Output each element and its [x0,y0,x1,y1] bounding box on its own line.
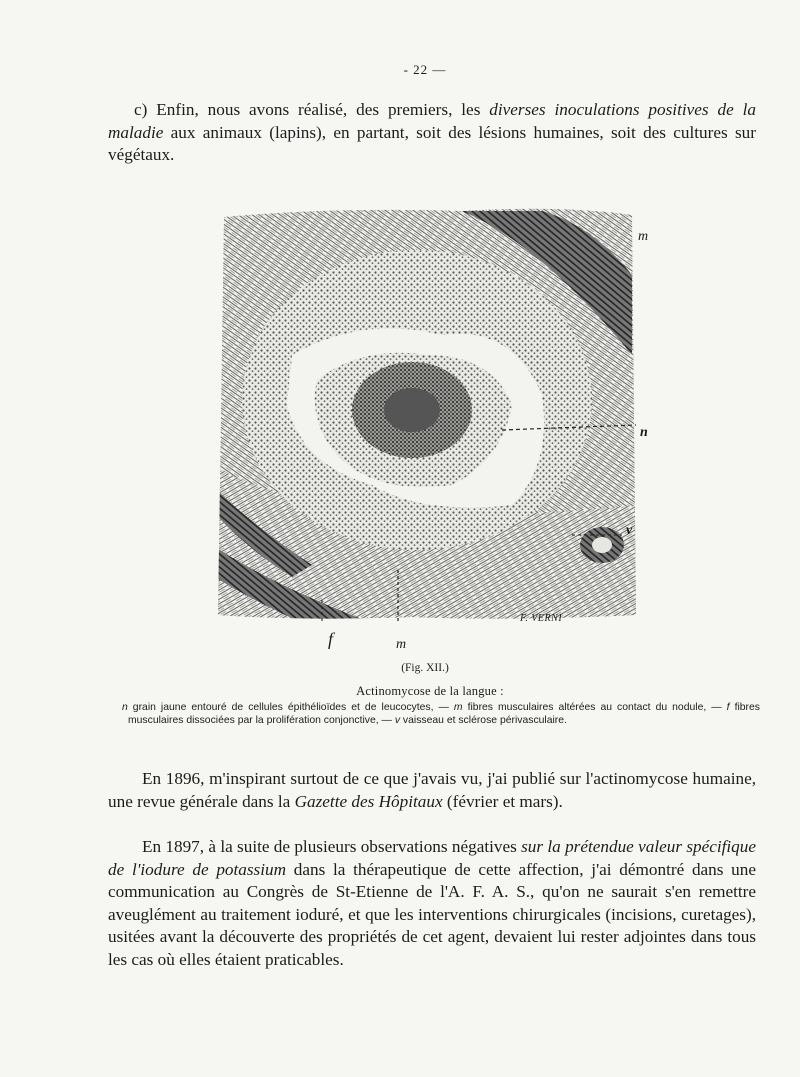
para2-italic: Gazette des Hôpitaux [294,791,443,811]
para3-italic: sur la prétendue valeur spécifique de l'iodure de potassium [108,837,757,879]
caption-text-f: fibres musculaires dissociées par la prolifération conjonctive, — [128,702,760,727]
figure-caption-title: Actinomycose de la langue : [356,684,504,698]
figure-label-n: n [640,425,648,440]
figure-actinomycose-drawing [212,205,649,652]
caption-key-v: v [394,715,401,727]
para2-text: En 1896, m'inspirant surtout de ce que j'avais vu, j'ai publié sur l'actinomycose humaine, une revue générale dans la [108,769,756,811]
paragraph-1896 [108,768,756,813]
para1-text-end: aux animaux (lapins), en partant, soit des lésions humaines, soit des cultures sur végétaux. [108,122,756,165]
figure-caption-description [122,701,760,727]
caption-text-n: grain jaune entouré de cellules épithélioïdes et de leucocytes, — [127,702,454,713]
figure-label-m-top: m [638,229,649,244]
para3-text-end: dans la thérapeutique de cette affection, j'ai démontré dans une communication au Congrès de St-Etienne de l'A. F. A. S., qu'on ne saurait s'en remettre aveuglément au traitement ioduré, et que les interventions chirurgicales (incisions, curetages), usitées avant la découverte des propriétés de cet agent, devaient lui rester adjointes dans tous les cas où elles étaient praticables. [108,859,756,969]
caption-text-m: fibres musculaires altérées au contact du nodule, — [462,702,727,713]
caption-text-v: vaisseau et sclérose périvasculaire. [400,715,567,727]
figure-label-f: f [328,629,334,649]
histology-drawing [212,205,642,623]
figure-signature: F. VERNI [520,613,563,624]
caption-key-m: m [453,702,463,713]
caption-key-f: f [726,702,730,713]
para2-text-end: (février et mars). [442,791,563,811]
para1-italic: diverses inoculations positives de la maladie [108,100,756,142]
paragraph-inoculations [108,99,756,167]
caption-key-n: n [122,702,128,713]
paragraph-1897 [108,836,756,972]
para3-text: En 1897, à la suite de plusieurs observations négatives [142,837,522,856]
figure-label-v: v [626,523,633,538]
figure-number: (Fig. XII.) [401,662,449,674]
figure-label-m-bottom: m [396,637,407,652]
page-number: - 22 — [403,62,447,77]
para1-text: c) Enfin, nous avons réalisé, des premiers, les [134,100,490,119]
